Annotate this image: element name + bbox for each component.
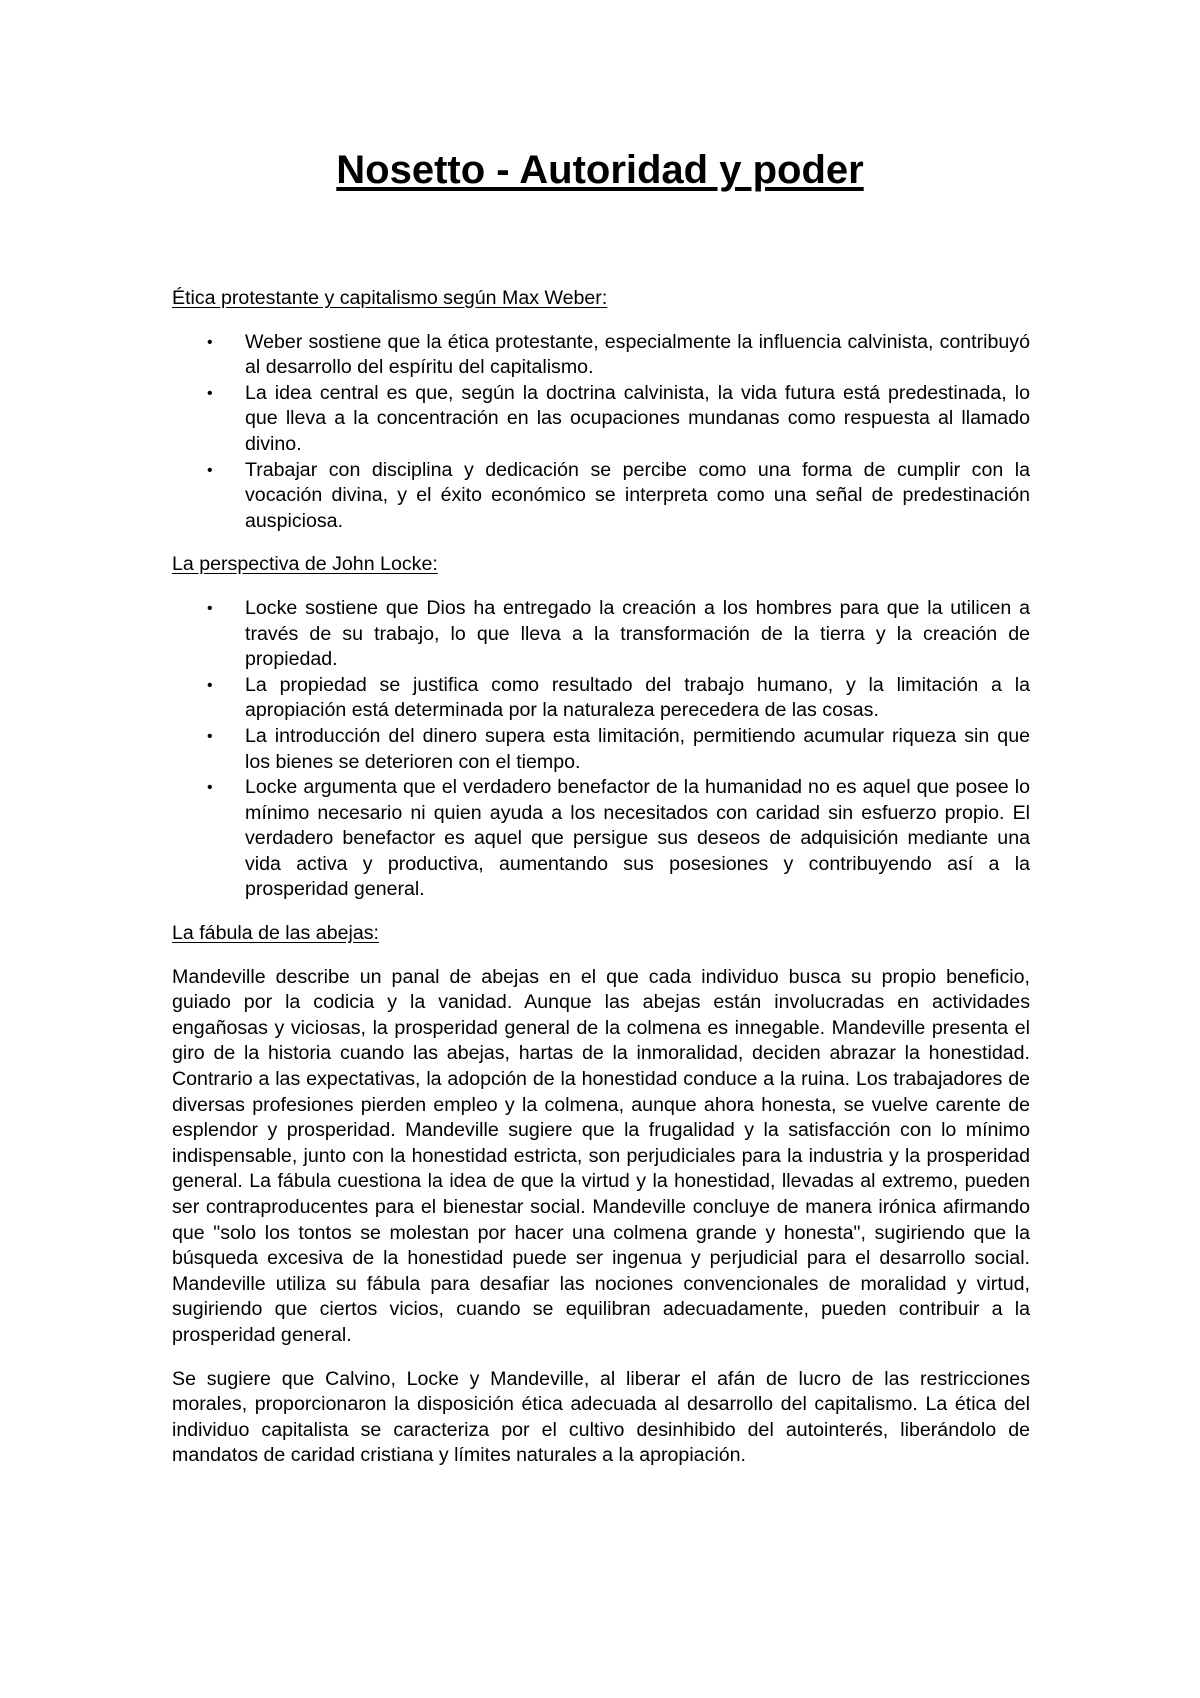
bullet-list: [172, 330, 1030, 535]
bullet-icon: •: [207, 676, 213, 694]
bullet-icon: •: [207, 461, 213, 479]
list-item: [172, 724, 1030, 775]
list-item-text: Locke argumenta que el verdadero benefactor de la humanidad no es aquel que posee lo mínimo necesario ni quien ayuda a los necesitados con caridad sin esfuerzo propio. El verdadero benefactor es aquel que persigue sus deseos de adquisición mediante una vida activa y productiva, aumentando sus posesiones y contribuyendo así a la prosperidad general.: [245, 776, 1030, 901]
list-item: [172, 596, 1030, 673]
list-item-text: Trabajar con disciplina y dedicación se percibe como una forma de cumplir con la vocación divina, y el éxito económico se interpreta como una señal de predestinación auspiciosa.: [245, 458, 1030, 532]
list-item-text: La idea central es que, según la doctrina calvinista, la vida futura está predestinada, lo que lleva a la concentración en las ocupaciones mundanas como respuesta al llamado divino.: [245, 381, 1030, 455]
list-item-text: Locke sostiene que Dios ha entregado la creación a los hombres para que la utilicen a través de su trabajo, lo que lleva a la transformación de la tierra y la creación de propiedad.: [245, 596, 1030, 671]
paragraph: Mandeville describe un panal de abejas en el que cada individuo busca su propio beneficio, guiado por la codicia y la vanidad. Aunque las abejas están involucradas en actividades engañosas y viciosas, la prosperidad general de la colmena es innegable. Mandeville presenta el giro de la historia cuando las abejas, hartas de la inmoralidad, deciden abrazar la honestidad. Contrario a las expectativas, la adopción de la honestidad conduce a la ruina. Los trabajadores de diversas profesiones pierden empleo y la colmena, aunque ahora honesta, se vuelve carente de esplendor y prosperidad. Mandeville sugiere que la frugalidad y la satisfacción con lo mínimo indispensable, junto con la honestidad estricta, son perjudiciales para la industria y la prosperidad general. La fábula cuestiona la idea de que la virtud y la honestidad, llevadas al extremo, pueden ser contraproducentes para el bienestar social. Mandeville concluye de manera irónica afirmando que "solo los tontos se molestan por hacer una colmena grande y honesta", sugiriendo que la búsqueda excesiva de la honestidad puede ser ingenua y perjudicial para el desarrollo social. Mandeville utiliza su fábula para desafiar las nociones convencionales de moralidad y virtud, sugiriendo que ciertos vicios, cuando se equilibran adecuadamente, pueden contribuir a la prosperidad general.: [172, 965, 1030, 1346]
paragraph: Se sugiere que Calvino, Locke y Mandeville, al liberar el afán de lucro de las restricciones morales, proporcionaron la disposición ética adecuada al desarrollo del capitalismo. La ética del individuo capitalista se caracteriza por el cultivo desinhibido del autointerés, liberándolo de mandatos de caridad cristiana y límites naturales a la apropiación.: [172, 1367, 1030, 1467]
bullet-icon: •: [207, 384, 213, 402]
section-heading: Ética protestante y capitalismo según Max Weber:: [172, 287, 608, 309]
bullet-icon: •: [207, 333, 213, 351]
document-title: Nosetto - Autoridad y poder: [336, 148, 864, 192]
bullet-list: [172, 596, 1030, 903]
list-item-text: La propiedad se justifica como resultado del trabajo humano, y la limitación a la apropiación está determinada por la naturaleza perecedera de las cosas.: [245, 673, 1030, 722]
list-item: [172, 673, 1030, 724]
bullet-icon: •: [207, 727, 213, 745]
list-item: [172, 458, 1030, 535]
section-locke: [172, 552, 1030, 903]
list-item-text: La introducción del dinero supera esta limitación, permitiendo acumular riqueza sin que los bienes se deterioren con el tiempo.: [245, 724, 1030, 773]
list-item: [172, 381, 1030, 458]
document-body: [172, 286, 1030, 1487]
list-item: [172, 330, 1030, 381]
section-weber: [172, 286, 1030, 534]
section-heading: La fábula de las abejas:: [172, 922, 379, 945]
bullet-icon: •: [207, 599, 213, 617]
section-heading: La perspectiva de John Locke:: [172, 553, 438, 576]
list-item-text: Weber sostiene que la ética protestante, especialmente la influencia calvinista, contribuyó al desarrollo del espíritu del capitalismo.: [245, 330, 1030, 379]
bullet-icon: •: [207, 779, 213, 797]
list-item: [172, 775, 1030, 903]
section-mandeville: [172, 921, 1030, 1469]
